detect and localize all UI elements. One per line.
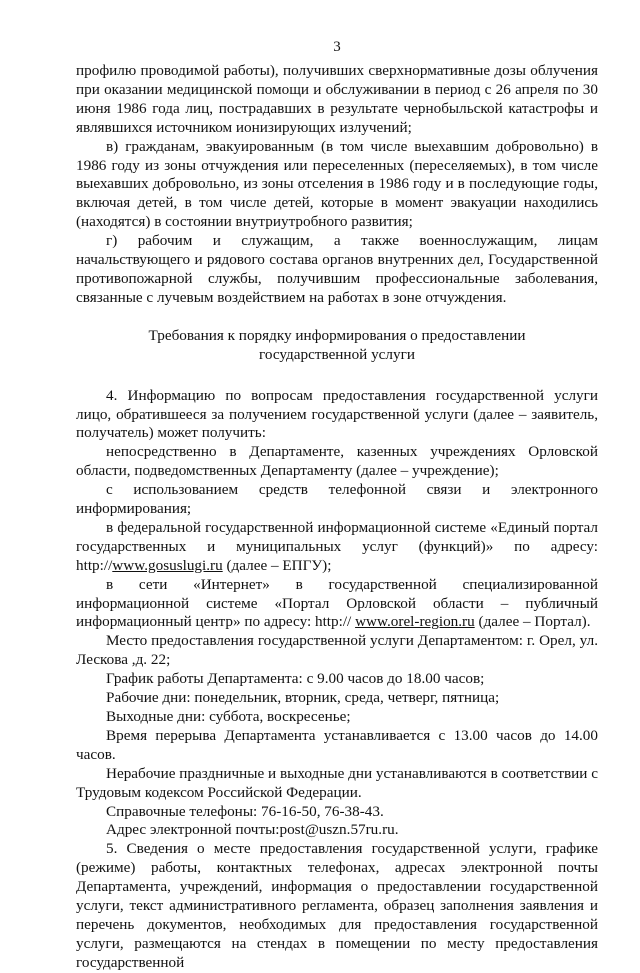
paragraph-item-v: в) гражданам, эвакуированным (в том числе выехавшим добровольно) в 1986 году из зоны отчуждения или переселенных (переселяемых), в том числе выехавших добровольно, из зоны отселения в 1986 году и в последующие годы, включая детей, в том числе детей, которые в момент эвакуации находились (находятся) в состоянии внутриутробного развития; [76, 137, 598, 231]
paragraph-4: 4. Информацию по вопросам предоставления государственной услуги лицо, обратившееся за получением государственной услуги (далее – заявитель, получатель) может получить: [76, 386, 598, 442]
section-heading-line1: Требования к порядку информирования о предоставлении [148, 326, 526, 344]
paragraph-break: Время перерыва Департамента устанавливается с 13.00 часов до 14.00 часов. [76, 726, 598, 763]
paragraph-5: 5. Сведения о месте предоставления государственной услуги, графике (режиме) работы, контактных телефонах, адресах электронной почты Департамента, учреждений, информация о предоставлении государственной услуги, текст административного регламента, образец заполнения заявления и перечень документов, необходимых для предоставления государственной услуги, размещаются на стендах в помещении по месту предоставления государственной [76, 840, 598, 971]
paragraph-portal [76, 576, 598, 633]
paragraph-holidays: Нерабочие праздничные и выходные дни устанавливаются в соответствии с Трудовым кодексом Российской Федерации. [76, 764, 598, 801]
paragraph-epgu [76, 519, 598, 576]
paragraph-schedule: График работы Департамента: с 9.00 часов до 18.00 часов; [106, 670, 485, 688]
page-number: 3 [333, 39, 341, 55]
section-heading-line2: государственной услуги [259, 345, 415, 363]
paragraph-department: непосредственно в Департаменте, казенных учреждениях Орловской области, подведомственных Департаменту (далее – учреждение); [76, 443, 598, 480]
paragraph-location: Место предоставления государственной услуги Департаментом: г. Орел, ул. Лескова ,д. 22; [76, 632, 598, 669]
paragraph-portal-suffix: (далее – Портал). [474, 613, 591, 631]
paragraph-epgu-text: в федеральной государственной информационной системе «Единый портал государственных и муниципальных услуг (функций)» по адресу: http:// [76, 518, 598, 574]
document-page [76, 38, 598, 973]
paragraph-phones: Справочные телефоны: 76-16-50, 76-38-43. [106, 802, 384, 820]
paragraph-workdays: Рабочие дни: понедельник, вторник, среда, четверг, пятница; [106, 689, 500, 707]
orel-region-link[interactable]: www.orel-region.ru [355, 613, 475, 631]
paragraph-item-g: г) рабочим и служащим, а также военнослужащим, лицам начальствующего и рядового состава органов внутренних дел, Государственной противопожарной службы, получившим профессиональные заболевания, связанные с лучевым воздействием на работах в зоне отчуждения. [76, 232, 598, 306]
paragraph-telephone: с использованием средств телефонной связи и электронного информирования; [76, 481, 598, 518]
paragraph-continuation: профилю проводимой работы), получивших сверхнормативные дозы облучения при оказании медицинской помощи и обслуживании в период с 26 апреля по 30 июня 1986 года лиц, пострадавших в результате чернобыльской катастрофы и являвшихся источником ионизирующих излучений; [76, 62, 598, 136]
paragraph-weekend: Выходные дни: суббота, воскресенье; [106, 708, 351, 725]
gosuslugi-link[interactable]: www.gosuslugi.ru [112, 556, 223, 574]
section-heading [76, 327, 598, 365]
paragraph-epgu-suffix: (далее – ЕПГУ); [222, 556, 332, 574]
paragraph-email: Адрес электронной почты:post@uszn.57ru.ru. [106, 821, 399, 839]
paragraph-portal-text: в сети «Интернет» в государственной специализированной информационной системе «Портал Орловской области – публичный информационный центр» по адресу: http:// [76, 575, 598, 631]
